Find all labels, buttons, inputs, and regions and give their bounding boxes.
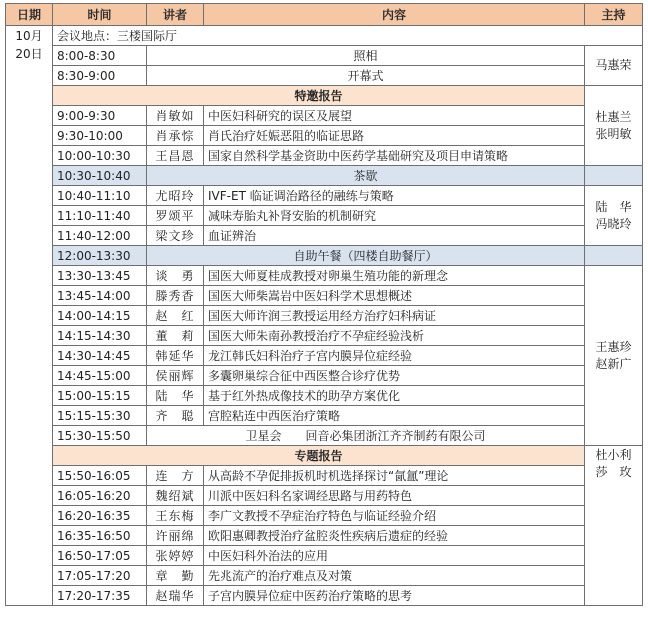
header-speaker: 讲者 [147,4,204,26]
break-row [6,166,643,186]
table-row [6,46,643,66]
moderator-name: 陆 华 [595,199,632,214]
speaker-cell: 齐 聪 [147,406,204,426]
time-cell: 16:20-16:35 [53,506,147,526]
time-cell: 16:50-17:05 [53,546,147,566]
header-date: 日期 [6,4,53,26]
moderator-name: 马惠荣 [595,58,632,72]
content-cell: 血证辨治 [204,226,585,246]
table-row [6,406,643,426]
moderator-cell [585,266,643,446]
time-cell: 10:00-10:30 [53,146,147,166]
table-row [6,286,643,306]
moderator-name: 杜小利 [595,448,632,462]
moderator-cell [585,446,643,606]
content-cell: 减味寿胎丸补肾安胎的机制研究 [204,206,585,226]
header-content: 内容 [204,4,585,26]
table-row [6,326,643,346]
time-cell: 13:30-13:45 [53,266,147,286]
header-time: 时间 [53,4,147,26]
time-cell: 17:20-17:35 [53,586,147,606]
time-cell: 16:05-16:20 [53,486,147,506]
speaker-cell: 梁文珍 [147,226,204,246]
moderator-name: 王惠珍 [595,339,632,354]
table-row [6,66,643,86]
speaker-cell: 陆 华 [147,386,204,406]
table-row [6,146,643,166]
speaker-cell: 王东梅 [147,506,204,526]
content-cell: 多囊卵巢综合征中西医整合诊疗优势 [204,366,585,386]
venue: 会议地点：三楼国际厅 [53,26,643,46]
time-cell: 9:30-10:00 [53,126,147,146]
time-cell: 10:40-11:10 [53,186,147,206]
time-cell: 14:45-15:00 [53,366,147,386]
time-cell: 12:00-13:30 [53,246,147,266]
content-cell: 国医大师许润三教授运用经方治疗妇科病证 [204,306,585,326]
lunch-row [6,246,643,266]
table-row [6,546,643,566]
time-cell: 16:35-16:50 [53,526,147,546]
schedule [5,3,642,606]
speaker-cell: 连 方 [147,466,204,486]
speaker-cell: 董 莉 [147,326,204,346]
moderator-name: 张明敏 [595,126,632,141]
speaker-cell: 尤昭玲 [147,186,204,206]
table-row [6,126,643,146]
speaker-cell: 赵 红 [147,306,204,326]
table-row [6,486,643,506]
table-row [6,586,643,606]
sponsor-content: 卫星会 回音必集团浙江齐齐制药有限公司 [147,426,585,446]
time-cell: 15:15-15:30 [53,406,147,426]
moderator-cell [585,186,643,246]
time-cell: 9:00-9:30 [53,106,147,126]
time-cell: 13:45-14:00 [53,286,147,306]
content-cell: 从高龄不孕促排扳机时机选择探讨“氤氲”理论 [204,466,585,486]
speaker-cell: 韩延华 [147,346,204,366]
time-cell: 10:30-10:40 [53,166,147,186]
content-cell: 照相 [147,46,585,66]
section-title: 特邀报告 [53,86,585,106]
time-cell: 14:15-14:30 [53,326,147,346]
content-cell: 中医妇科研究的误区及展望 [204,106,585,126]
moderator-cell [585,46,643,86]
table-row [6,306,643,326]
date-month: 10月 [15,29,43,43]
content-cell: 先兆流产的治疗难点及对策 [204,566,585,586]
time-cell: 14:30-14:45 [53,346,147,366]
table-row [6,366,643,386]
content-cell: 李广文教授不孕症治疗特色与临证经验介绍 [204,506,585,526]
table-row [6,526,643,546]
time-cell: 11:40-12:00 [53,226,147,246]
venue-row [6,26,643,46]
content-cell: 国医大师夏桂成教授对卵巢生殖功能的新理念 [204,266,585,286]
content-cell: 子宫内膜异位症中医药治疗策略的思考 [204,586,585,606]
header-moderator: 主持 [585,4,643,26]
moderator-name: 莎 玫 [595,465,632,479]
table-row [6,466,643,486]
table-row [6,386,643,406]
section-header-row [6,446,643,466]
section-header-row [6,86,643,106]
section-title: 专题报告 [53,446,585,466]
time-cell: 15:50-16:05 [53,466,147,486]
content-cell: 基于红外热成像技术的助孕方案优化 [204,386,585,406]
time-cell: 8:00-8:30 [53,46,147,66]
content-cell: 开幕式 [147,66,585,86]
speaker-cell: 肖承悰 [147,126,204,146]
speaker-cell: 谈 勇 [147,266,204,286]
time-cell: 8:30-9:00 [53,66,147,86]
schedule-table [5,3,643,606]
moderator-cell-empty [585,246,643,266]
speaker-cell: 罗颂平 [147,206,204,226]
content-cell: 川派中医妇科名家调经思路与用药特色 [204,486,585,506]
speaker-cell: 滕秀香 [147,286,204,306]
table-row [6,266,643,286]
moderator-name: 赵新广 [595,356,632,371]
content-cell: 欧阳惠卿教授治疗盆腔炎性疾病后遗症的经验 [204,526,585,546]
speaker-cell: 张婷婷 [147,546,204,566]
table-row [6,506,643,526]
moderator-name: 冯晓玲 [595,216,632,231]
content-cell: 中医妇科外治法的应用 [204,546,585,566]
time-cell: 15:30-15:50 [53,426,147,446]
content-cell: IVF-ET 临证调治路径的融练与策略 [204,186,585,206]
content-cell: 龙江韩氏妇科治疗子宫内膜异位症经验 [204,346,585,366]
speaker-cell: 赵瑞华 [147,586,204,606]
speaker-cell: 王昌恩 [147,146,204,166]
speaker-cell: 魏绍斌 [147,486,204,506]
moderator-cell-empty [585,166,643,186]
speaker-cell: 章 勤 [147,566,204,586]
table-row [6,346,643,366]
table-row [6,566,643,586]
time-cell: 11:10-11:40 [53,206,147,226]
time-cell: 14:00-14:15 [53,306,147,326]
date-cell [6,26,53,606]
date-day: 20日 [15,47,43,61]
time-cell: 15:00-15:15 [53,386,147,406]
speaker-cell: 侯丽辉 [147,366,204,386]
content-cell: 国家自然科学基金资助中医药学基础研究及项目申请策略 [204,146,585,166]
speaker-cell: 许丽绵 [147,526,204,546]
header-row [6,4,643,26]
table-row [6,186,643,206]
table-row [6,226,643,246]
speaker-cell: 肖敏如 [147,106,204,126]
sponsor-row [6,426,643,446]
content-cell: 茶歇 [147,166,585,186]
content-cell: 国医大师朱南孙教授治疗不孕症经验浅析 [204,326,585,346]
content-cell: 肖氏治疗妊娠恶阻的临证思路 [204,126,585,146]
table-row [6,106,643,126]
time-cell: 17:05-17:20 [53,566,147,586]
content-cell: 国医大师柴嵩岩中医妇科学术思想概述 [204,286,585,306]
moderator-cell [585,86,643,166]
table-row [6,206,643,226]
content-cell: 宫腔粘连中西医治疗策略 [204,406,585,426]
moderator-name: 杜惠兰 [595,109,632,124]
content-cell: 自助午餐（四楼自助餐厅） [147,246,585,266]
